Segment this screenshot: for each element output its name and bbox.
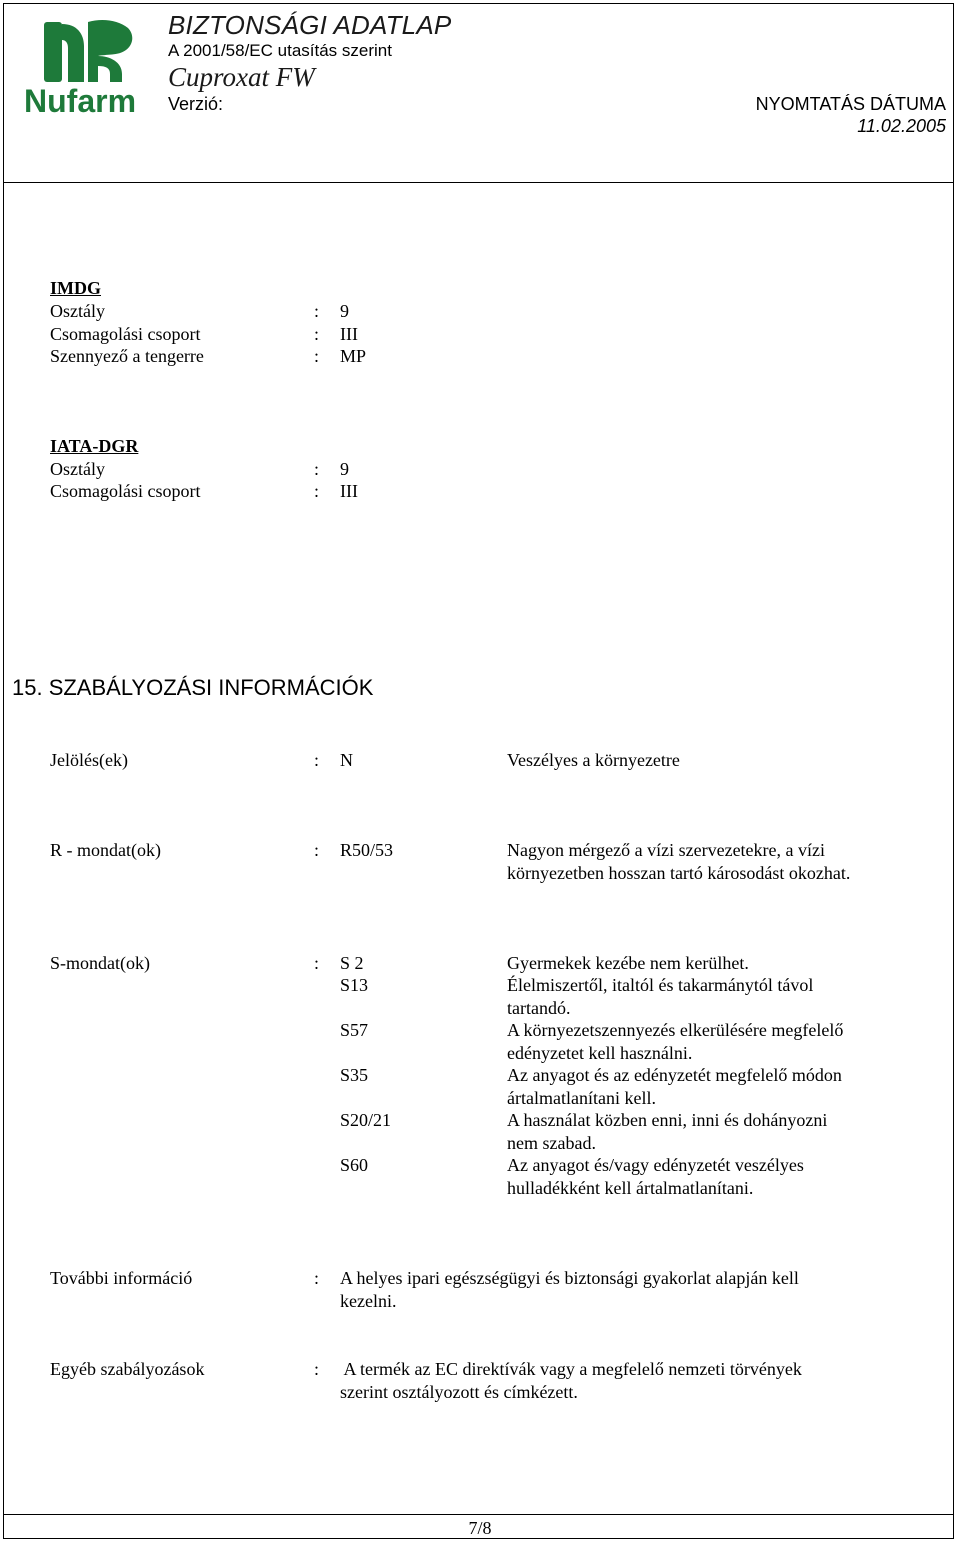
footer-divider: [3, 1514, 954, 1515]
other-regulations-text-line1: A termék az EC direktívák vagy a megfelelő nemzeti törvények: [340, 1359, 802, 1379]
r-phrases-label: R - mondat(ok): [50, 840, 161, 860]
s-phrase-text-cont: tartandó.: [507, 998, 571, 1018]
other-regulations-text-line2: szerint osztályozott és címkézett.: [340, 1382, 578, 1402]
s-phrase-text: Az anyagot és/vagy edényzetét veszélyes: [507, 1155, 804, 1175]
page-number: 7/8: [468, 1518, 492, 1538]
s-phrase-text: Élelmiszertől, italtól és takarmánytól távol: [507, 975, 814, 995]
iata-heading: IATA-DGR: [50, 436, 139, 456]
imdg-pollutant-value: MP: [340, 346, 367, 366]
product-name: Cuproxat FW: [168, 62, 315, 92]
s-phrase-code: S 2: [340, 953, 364, 973]
r-phrases-code: R50/53: [340, 840, 394, 860]
imdg-pollutant-label: Szennyező a tengerre: [50, 346, 204, 366]
logo-wordmark: Nufarm: [24, 83, 137, 118]
iata-packing-sep: :: [314, 481, 320, 501]
document-subtitle: A 2001/58/EC utasítás szerint: [168, 41, 392, 60]
s-phrase-text: Az anyagot és az edényzetét megfelelő módon: [507, 1065, 842, 1085]
s-phrases-label: S-mondat(ok): [50, 953, 150, 973]
imdg-class-value: 9: [340, 301, 349, 321]
s-phrase-code: S57: [340, 1020, 369, 1040]
further-info-text-line2: kezelni.: [340, 1291, 397, 1311]
imdg-class-sep: :: [314, 301, 320, 321]
version-label: Verzió:: [168, 94, 224, 114]
s-phrase-text: A környezetszennyezés elkerülésére megfelelő: [507, 1020, 844, 1040]
s-phrase-text-cont: edényzetet kell használni.: [507, 1043, 693, 1063]
nufarm-logo: [22, 12, 148, 118]
imdg-packing-label: Csomagolási csoport: [50, 324, 201, 344]
imdg-packing-sep: :: [314, 324, 320, 344]
imdg-class-label: Osztály: [50, 301, 105, 321]
labeling-label: Jelölés(ek): [50, 750, 128, 770]
s-phrase-code: S60: [340, 1155, 369, 1175]
print-date: 11.02.2005: [857, 116, 946, 136]
r-phrases-text-line1: Nagyon mérgező a vízi szervezetekre, a vízi: [507, 840, 826, 860]
s-phrase-text-cont: hulladékként kell ártalmatlanítani.: [507, 1178, 754, 1198]
r-phrases-text-line2: környezetben hosszan tartó károsodást okozhat.: [507, 863, 851, 883]
s-phrase-code: S35: [340, 1065, 369, 1085]
imdg-pollutant-sep: :: [314, 346, 320, 366]
further-info-sep: :: [314, 1268, 320, 1288]
s-phrase-text: A használat közben enni, inni és dohányozni: [507, 1110, 828, 1130]
page-frame: [3, 3, 954, 1539]
s-phrase-code: S20/21: [340, 1110, 392, 1130]
labeling-text: Veszélyes a környezetre: [507, 750, 680, 770]
s-phrase-text: Gyermekek kezébe nem kerülhet.: [507, 953, 749, 973]
labeling-code: N: [340, 750, 353, 770]
further-info-text-line1: A helyes ipari egészségügyi és biztonsági gyakorlat alapján kell: [340, 1268, 799, 1288]
print-date-label: NYOMTATÁS DÁTUMA: [755, 94, 946, 114]
imdg-packing-value: III: [340, 324, 358, 344]
iata-packing-value: III: [340, 481, 358, 501]
iata-packing-label: Csomagolási csoport: [50, 481, 201, 501]
other-regulations-sep: :: [314, 1359, 320, 1379]
other-regulations-label: Egyéb szabályozások: [50, 1359, 205, 1379]
s-phrases-sep: :: [314, 953, 320, 973]
s-phrase-text-cont: ártalmatlanítani kell.: [507, 1088, 656, 1108]
s-phrase-text-cont: nem szabad.: [507, 1133, 596, 1153]
imdg-heading: IMDG: [50, 278, 101, 298]
iata-class-label: Osztály: [50, 459, 105, 479]
r-phrases-sep: :: [314, 840, 320, 860]
iata-class-sep: :: [314, 459, 320, 479]
labeling-sep: :: [314, 750, 320, 770]
header-divider: [3, 182, 954, 183]
s-phrase-code: S13: [340, 975, 369, 995]
further-info-label: További információ: [50, 1268, 193, 1288]
iata-class-value: 9: [340, 459, 349, 479]
section-15-heading: 15. SZABÁLYOZÁSI INFORMÁCIÓK: [12, 675, 374, 700]
document-title: BIZTONSÁGI ADATLAP: [168, 10, 452, 40]
